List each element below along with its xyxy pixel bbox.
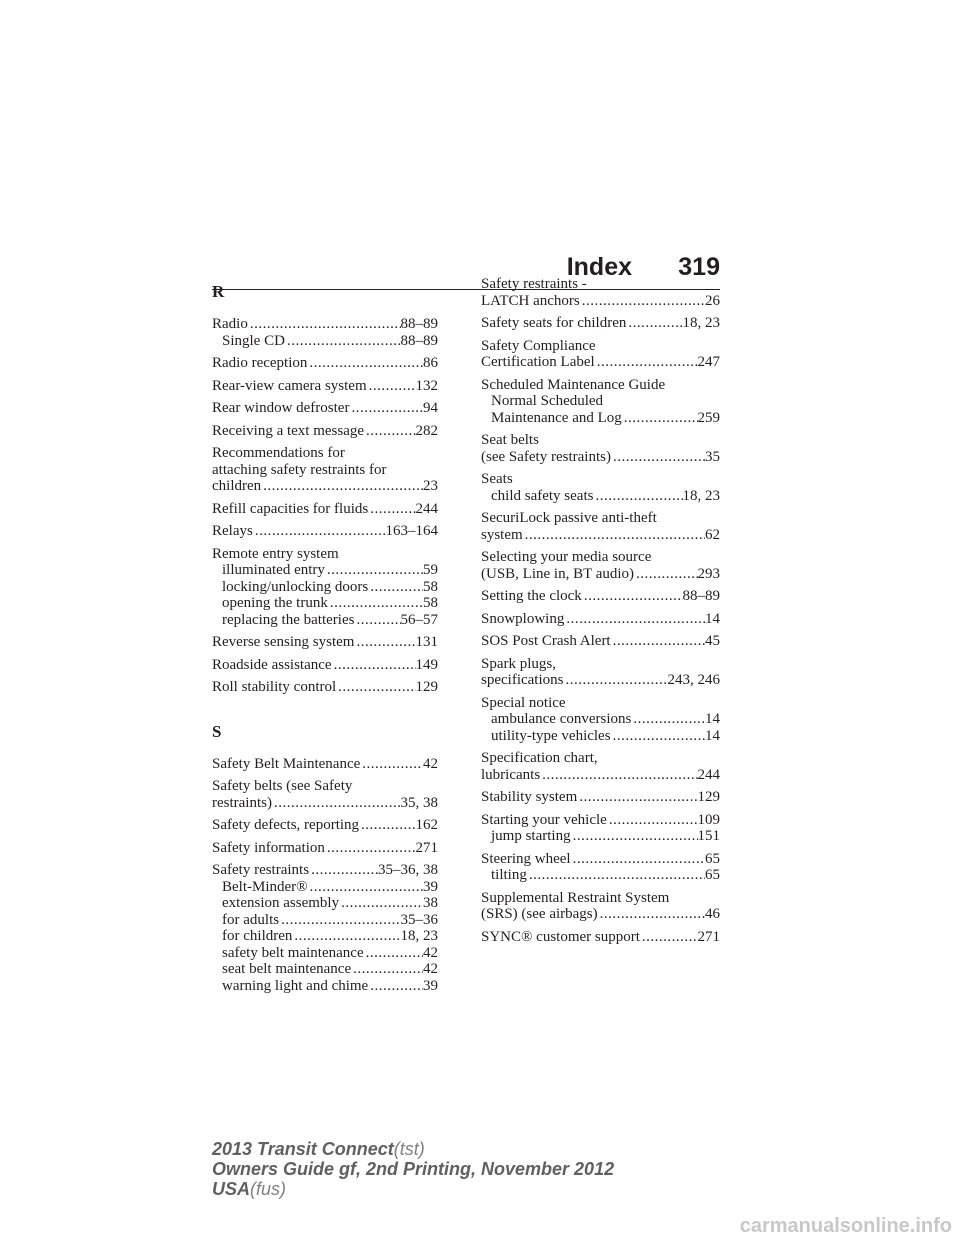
entry-term: Steering wheel — [481, 850, 571, 867]
page-reference: 35–36 — [400, 911, 438, 928]
index-entry-line — [212, 862, 438, 879]
page-reference: 39 — [423, 878, 438, 895]
page-reference: 35, 38 — [400, 794, 438, 811]
index-entry-line — [481, 377, 720, 394]
dot-leader — [540, 767, 697, 784]
index-entry-line — [481, 354, 720, 371]
index-entry-line — [212, 400, 438, 417]
page-reference: 59 — [423, 562, 438, 578]
dot-leader — [598, 906, 705, 923]
index-entry-line — [212, 756, 438, 773]
index-entry — [481, 549, 720, 582]
index-entry-line — [481, 549, 720, 566]
index-subentry-line — [212, 612, 438, 629]
index-entry-line — [481, 750, 720, 767]
page-reference: 88–89 — [400, 316, 438, 332]
footer-line-3: USA(fus) — [212, 1179, 287, 1199]
index-subentry-line — [212, 895, 438, 912]
dot-leader — [325, 562, 423, 579]
dot-leader — [527, 867, 705, 884]
index-entry-line — [481, 510, 720, 527]
page-reference: 86 — [423, 355, 438, 371]
entry-term: (USB, Line in, BT audio) — [481, 565, 635, 582]
page-reference: 88–89 — [400, 332, 438, 349]
index-entry-line — [212, 378, 438, 395]
entry-term: Safety Compliance — [481, 337, 596, 354]
page-reference: 14 — [705, 711, 720, 727]
entry-term: Scheduled Maintenance Guide — [481, 376, 666, 393]
dot-leader — [364, 945, 423, 962]
index-entry — [212, 546, 438, 629]
page-reference: 244 — [697, 766, 720, 783]
index-entry-line — [212, 546, 438, 563]
index-entry — [481, 929, 720, 946]
page-reference: 109 — [697, 811, 720, 828]
dot-leader — [595, 354, 698, 371]
page-reference: 42 — [423, 755, 438, 772]
index-entry-line — [481, 851, 720, 868]
index-entry-line — [481, 929, 720, 946]
index-entry — [481, 377, 720, 427]
dot-leader — [611, 728, 705, 745]
dot-leader — [626, 315, 682, 332]
index-entry — [481, 432, 720, 465]
dot-leader — [607, 812, 698, 829]
entry-term: Roll stability control — [212, 679, 337, 695]
entry-term: jump starting — [491, 828, 571, 844]
dot-leader — [368, 579, 423, 596]
entry-term: Starting your vehicle — [481, 811, 607, 828]
dot-leader — [571, 851, 705, 868]
index-entry-line — [481, 566, 720, 583]
index-entry-line — [481, 432, 720, 449]
index-entry-line — [481, 527, 720, 544]
index-entry-line — [212, 462, 438, 479]
index-entry-line — [481, 789, 720, 806]
dot-leader — [308, 879, 423, 896]
entry-term: Normal Scheduled — [491, 393, 604, 409]
page-reference: 23 — [423, 478, 438, 494]
index-subentry-line — [481, 728, 720, 745]
index-column-left — [212, 276, 438, 1000]
entry-term: Safety restraints - — [481, 276, 587, 292]
index-entry — [481, 890, 720, 923]
entry-term: Belt-Minder® — [222, 878, 308, 895]
index-entry-line — [481, 449, 720, 466]
index-entry-line — [212, 355, 438, 372]
entry-term: SYNC® customer support — [481, 928, 640, 945]
dot-leader — [354, 612, 400, 629]
index-entry — [212, 501, 438, 518]
index-entry-line — [481, 338, 720, 355]
page-reference: 62 — [705, 526, 720, 543]
dot-leader — [640, 929, 698, 946]
page-reference: 18, 23 — [400, 928, 438, 944]
entry-term: Special notice — [481, 694, 566, 711]
index-subentry-line — [212, 978, 438, 995]
entry-term: restraints) — [212, 794, 272, 811]
index-entry-line — [481, 890, 720, 907]
entry-term: Certification Label — [481, 354, 595, 370]
index-subentry-line — [481, 867, 720, 884]
index-entry-line — [481, 695, 720, 712]
index-entry-line — [481, 276, 720, 293]
dot-leader — [349, 400, 423, 417]
index-entry — [212, 423, 438, 440]
index-entry-line — [481, 672, 720, 689]
index-entry-line — [481, 767, 720, 784]
index-entry-line — [212, 523, 438, 540]
entry-term: Specification chart, — [481, 750, 598, 766]
dot-leader — [351, 961, 423, 978]
entry-term: Reverse sensing system — [212, 634, 355, 650]
page-reference: 26 — [705, 292, 720, 309]
page-reference: 282 — [415, 422, 438, 439]
entry-term: SOS Post Crash Alert — [481, 633, 611, 649]
entry-term: Refill capacities for fluids — [212, 500, 369, 517]
page-reference: 58 — [423, 578, 438, 595]
index-entry — [212, 355, 438, 372]
dot-leader — [248, 316, 401, 333]
index-entry — [212, 657, 438, 674]
index-entry — [212, 817, 438, 834]
index-entry — [481, 750, 720, 783]
entry-term: Maintenance and Log — [491, 409, 622, 426]
dot-leader — [611, 633, 705, 650]
index-entry — [481, 633, 720, 650]
page-reference: 293 — [697, 565, 720, 582]
index-entry-line — [212, 634, 438, 651]
entry-term: Safety defects, reporting — [212, 817, 360, 833]
page-reference: 88–89 — [682, 588, 720, 604]
index-entry — [212, 400, 438, 417]
index-entry-line — [481, 656, 720, 673]
index-entry — [212, 316, 438, 349]
entry-term: Single CD — [222, 332, 285, 349]
entry-term: attaching safety restraints for — [212, 461, 387, 478]
dot-leader — [325, 840, 416, 857]
page-reference: 243, 246 — [667, 672, 720, 688]
entry-term: ambulance conversions — [491, 711, 632, 727]
entry-term: Seats — [481, 471, 513, 487]
entry-term: Relays — [212, 523, 253, 539]
entry-term: for children — [222, 928, 293, 944]
index-entry — [212, 378, 438, 395]
page-reference: 18, 23 — [682, 315, 720, 331]
entry-term: extension assembly — [222, 895, 340, 911]
index-subentry-line — [212, 928, 438, 945]
entry-term: Safety belts (see Safety — [212, 778, 353, 794]
entry-term: Safety information — [212, 839, 325, 856]
dot-leader — [359, 817, 415, 834]
index-subentry-line — [212, 579, 438, 596]
index-entry — [481, 611, 720, 628]
index-entry-line — [212, 795, 438, 812]
dot-leader — [332, 657, 416, 674]
index-subentry-line — [212, 912, 438, 929]
page-reference: 35 — [705, 448, 720, 465]
dot-leader — [253, 523, 386, 540]
footer-line-2: Owners Guide gf, 2nd Printing, November 2012 — [212, 1159, 615, 1179]
index-subentry-line — [212, 333, 438, 350]
page-reference: 14 — [705, 610, 720, 627]
page-reference: 38 — [423, 895, 438, 911]
page-reference: 259 — [697, 409, 720, 426]
page-reference: 163–164 — [385, 523, 438, 539]
entry-term: Radio — [212, 316, 248, 332]
index-subentry-line — [212, 961, 438, 978]
index-subentry-line — [481, 488, 720, 505]
index-entry-line — [212, 501, 438, 518]
dot-leader — [622, 410, 698, 427]
index-subentry-line — [212, 595, 438, 612]
index-entry-line — [212, 679, 438, 696]
footer-line-1: 2013 Transit Connect(tst) — [212, 1139, 425, 1159]
index-entry-line — [481, 906, 720, 923]
index-entry-line — [481, 588, 720, 605]
page-reference: 56–57 — [400, 611, 438, 628]
index-entry-line — [481, 611, 720, 628]
entry-term: Safety seats for children — [481, 315, 627, 331]
entry-term: Rear-view camera system — [212, 377, 367, 394]
page-reference: 271 — [697, 928, 720, 945]
index-entry — [212, 756, 438, 773]
index-entry — [481, 851, 720, 884]
entry-term: children — [212, 478, 262, 494]
dot-leader — [279, 912, 400, 929]
entry-term: Setting the clock — [481, 588, 582, 604]
entry-term: Radio reception — [212, 355, 308, 371]
entry-term: for adults — [222, 911, 280, 928]
entry-term: specifications — [481, 672, 564, 688]
page-reference: 247 — [697, 354, 720, 370]
entry-term: Safety restraints — [212, 862, 310, 878]
page-title: Index — [566, 253, 632, 281]
entry-term: safety belt maintenance — [222, 944, 364, 961]
index-subentry-line — [481, 410, 720, 427]
index-subentry-line — [212, 945, 438, 962]
dot-leader — [360, 756, 423, 773]
dot-leader — [582, 588, 683, 605]
entry-term: system — [481, 526, 523, 543]
page-reference: 39 — [423, 977, 438, 994]
index-entry — [481, 656, 720, 689]
entry-term: Safety Belt Maintenance — [212, 755, 361, 772]
index-entry — [481, 338, 720, 371]
entry-term: Snowplowing — [481, 610, 565, 627]
index-entry-line — [481, 315, 720, 332]
page-reference: 129 — [415, 679, 438, 695]
entry-term: illuminated entry — [222, 562, 325, 578]
entry-term: (SRS) (see airbags) — [481, 906, 598, 922]
entry-term: Stability system — [481, 789, 578, 805]
page-reference: 65 — [705, 867, 720, 883]
dot-leader — [309, 862, 378, 879]
index-entry — [481, 695, 720, 745]
index-entry-line — [212, 840, 438, 857]
page-reference: 129 — [697, 789, 720, 805]
dot-leader — [285, 333, 401, 350]
entry-term: warning light and chime — [222, 977, 369, 994]
entry-term: opening the trunk — [222, 595, 328, 611]
dot-leader — [261, 478, 423, 495]
index-entry — [212, 840, 438, 857]
dot-leader — [292, 928, 400, 945]
index-subentry-line — [481, 393, 720, 410]
entry-term: tilting — [491, 867, 527, 883]
index-entry-line — [212, 445, 438, 462]
entry-term: lubricants — [481, 766, 541, 783]
dot-leader — [563, 672, 667, 689]
page-reference: 151 — [697, 828, 720, 844]
index-entry — [212, 445, 438, 495]
index-subentry-line — [212, 879, 438, 896]
dot-leader — [631, 711, 705, 728]
index-entry-line — [212, 817, 438, 834]
dot-leader — [580, 293, 705, 310]
entry-term: Roadside assistance — [212, 656, 332, 673]
dot-leader — [339, 895, 423, 912]
index-subentry-line — [481, 828, 720, 845]
dot-leader — [611, 449, 705, 466]
entry-term: Remote entry system — [212, 545, 339, 562]
index-entry-line — [212, 316, 438, 333]
dot-leader — [328, 595, 423, 612]
entry-term: seat belt maintenance — [222, 961, 352, 977]
page-reference: 42 — [423, 961, 438, 977]
dot-leader — [368, 501, 415, 518]
index-entry — [212, 862, 438, 994]
index-entry-line — [212, 478, 438, 495]
dot-leader — [364, 423, 415, 440]
dot-leader — [593, 488, 682, 505]
entry-term: Receiving a text message — [212, 422, 365, 439]
index-entry-line — [212, 778, 438, 795]
entry-term: LATCH anchors — [481, 292, 580, 309]
entry-term: locking/unlocking doors — [222, 578, 369, 595]
index-letter-heading: R — [212, 282, 225, 301]
dot-leader — [272, 795, 401, 812]
page-reference: 42 — [423, 944, 438, 961]
page-reference: 131 — [415, 634, 438, 650]
dot-leader — [577, 789, 697, 806]
index-subentry-line — [481, 711, 720, 728]
index-entry — [212, 523, 438, 540]
page-reference: 35–36, 38 — [378, 862, 438, 878]
dot-leader — [336, 679, 415, 696]
entry-term: (see Safety restraints) — [481, 448, 611, 465]
index-entry — [481, 276, 720, 309]
entry-term: child safety seats — [491, 487, 594, 504]
entry-term: replacing the batteries — [222, 611, 355, 628]
index-entry — [481, 471, 720, 504]
page-reference: 132 — [415, 377, 438, 394]
entry-term: utility-type vehicles — [491, 727, 611, 744]
index-entry — [212, 679, 438, 696]
page-reference: 162 — [415, 817, 438, 833]
index-subentry-line — [212, 562, 438, 579]
dot-leader — [564, 611, 705, 628]
dot-leader — [307, 355, 423, 372]
index-entry — [212, 634, 438, 651]
index-entry-line — [481, 633, 720, 650]
index-entry — [481, 315, 720, 332]
index-entry-line — [212, 657, 438, 674]
dot-leader — [367, 378, 416, 395]
index-entry-line — [481, 293, 720, 310]
page-reference: 58 — [423, 595, 438, 611]
index-entry — [212, 778, 438, 811]
dot-leader — [523, 527, 705, 544]
page-reference: 271 — [415, 839, 438, 856]
entry-term: SecuriLock passive anti-theft — [481, 510, 657, 526]
index-entry-line — [212, 423, 438, 440]
page-reference: 14 — [705, 727, 720, 744]
page-reference: 94 — [423, 400, 438, 416]
index-entry — [481, 510, 720, 543]
page-reference: 46 — [705, 906, 720, 922]
page-reference: 45 — [705, 633, 720, 649]
dot-leader — [571, 828, 698, 845]
page-reference: 149 — [415, 656, 438, 673]
entry-term: Recommendations for — [212, 445, 345, 461]
dot-leader — [634, 566, 697, 583]
page-number: 319 — [678, 253, 720, 281]
index-entry — [481, 812, 720, 845]
index-letter-heading: S — [212, 721, 222, 741]
watermark-text: carmanualsonline.info — [739, 1215, 952, 1237]
index-entry-line — [481, 471, 720, 488]
entry-term: Selecting your media source — [481, 549, 652, 565]
page-footer — [212, 1139, 614, 1199]
entry-term: Rear window defroster — [212, 400, 350, 416]
page-reference: 244 — [415, 500, 438, 517]
index-entry — [481, 789, 720, 806]
page-reference: 65 — [705, 850, 720, 867]
dot-leader — [354, 634, 415, 651]
page-reference: 18, 23 — [682, 487, 720, 504]
dot-leader — [368, 978, 423, 995]
entry-term: Supplemental Restraint System — [481, 889, 670, 906]
index-entry-line — [481, 812, 720, 829]
index-entry — [481, 588, 720, 605]
entry-term: Seat belts — [481, 432, 539, 448]
index-column-right — [481, 276, 720, 951]
entry-term: Spark plugs, — [481, 655, 556, 672]
